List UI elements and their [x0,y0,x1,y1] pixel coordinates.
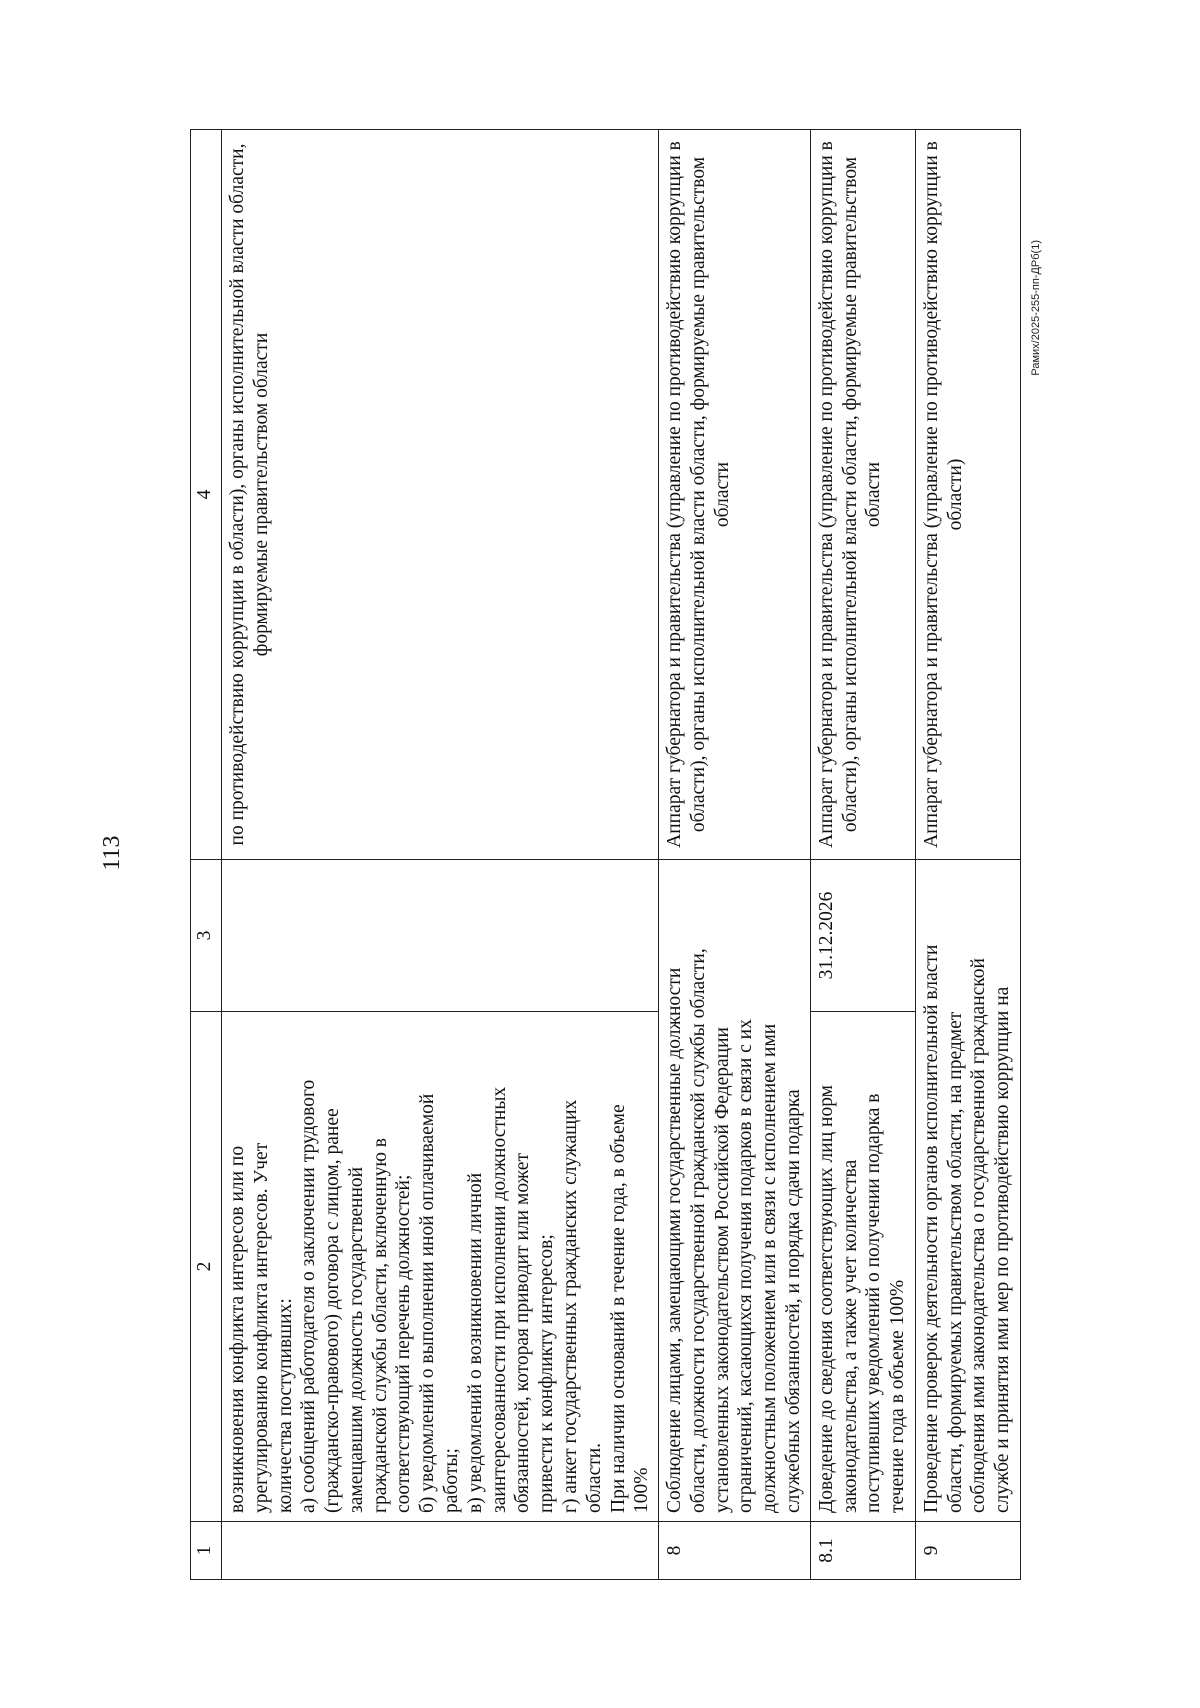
table-rotated-wrapper [190,130,1014,1580]
row-number: 8 [659,1522,811,1580]
text-line: г) анкет государственных гражданских служащих [559,1099,581,1513]
text-line: привести к конфликту интересов; [536,1234,558,1513]
text-line: обязанностей, которая приводит или может [512,1153,534,1513]
text-line: Доведение до сведения соответствующих лиц норм [815,1084,837,1513]
measure-description [222,1012,659,1522]
text-line: количества поступивших: [274,1298,296,1513]
measures-table [190,129,1021,1580]
text-line: 100% [631,1467,653,1513]
responsible-body: Аппарат губернатора и правительства (управление по противодействию коррупции в области), органы исполнительной власти области, формируемые правительством области [659,130,811,860]
document-code: Рамих/2025-255-пп-ДРб(1) [1030,240,1042,376]
page-number: 113 [99,835,125,871]
text-line: установленных законодательством Российской Федерации [711,1027,733,1513]
table-row [659,130,811,1580]
text-line: возникновения конфликта интересов или по [227,1145,248,1513]
text-line: (гражданско-правового) договора с лицом, ранее [322,1108,344,1513]
text-line: служебных обязанностей, и порядка сдачи подарка [782,1089,804,1513]
deadline [222,860,659,1012]
text-line: заинтересованности при исполнении должностных [488,1086,510,1513]
text-line: гражданской службы области, включенную в [369,1138,391,1513]
text-line: работы; [441,1448,463,1513]
row-number [222,1522,659,1580]
text-line: Проведение проверок деятельности органов исполнительной власти [920,944,942,1513]
text-line: службе и принятия ими мер по противодействию коррупции на [992,986,1014,1513]
responsible-body: Аппарат губернатора и правительства (управление по противодействию коррупции в области), органы исполнительной власти области, формируемые правительством области [810,130,915,860]
table-row [222,130,659,1580]
table-row [810,130,915,1580]
text-line: в) уведомлений о возникновении личной [464,1172,486,1513]
header-col-4: 4 [191,130,222,860]
table-row [915,130,1020,1580]
text-line: области, формируемых правительством области, на предмет [944,1011,966,1513]
text-line: поступивших уведомлений о получении подарка в [863,1093,885,1513]
text-line: области, должности государственной гражданской службы области, [687,948,709,1513]
text-line: При наличии оснований в течение года, в объеме [607,1104,629,1513]
text-line: соответствующий перечень должностей; [393,1174,415,1513]
text-line: б) уведомлений о выполнении иной оплачиваемой [417,1093,439,1513]
text-line: соблюдения ими законодательства о государственной гражданской [968,958,990,1513]
header-col-2: 2 [191,1012,222,1522]
text-line: течение года в объеме 100% [887,1279,909,1513]
measure-description [915,860,1020,1522]
row-number: 8.1 [810,1522,915,1580]
text-line: законодательства, а также учет количества [839,1159,861,1513]
measure-description [810,1012,915,1522]
text-line: а) сообщений работодателя о заключении трудового [298,1079,320,1513]
table-header-row [191,130,222,1580]
responsible-body: Аппарат губернатора и правительства (управление по противодействию коррупции в области) [915,130,1020,860]
deadline: 31.12.2026 [810,860,915,1012]
row-number: 9 [915,1522,1020,1580]
measure-description [659,860,811,1522]
header-col-1: 1 [191,1522,222,1580]
text-line: Соблюдение лицами, замещающими государственные должности [664,967,686,1513]
text-line: урегулированию конфликта интересов. Учет [250,1142,272,1513]
text-line: должностным положением или в связи с исполнением ими [759,1023,781,1513]
header-col-3: 3 [191,860,222,1012]
text-line: замещавшим должность государственной [345,1166,367,1513]
responsible-body: по противодействию коррупции в области), органы исполнительной власти области, формируемые правительством области [222,130,659,860]
text-line: области. [583,1442,605,1513]
text-line: ограничений, касающихся получения подарков в связи с их [735,1019,757,1513]
